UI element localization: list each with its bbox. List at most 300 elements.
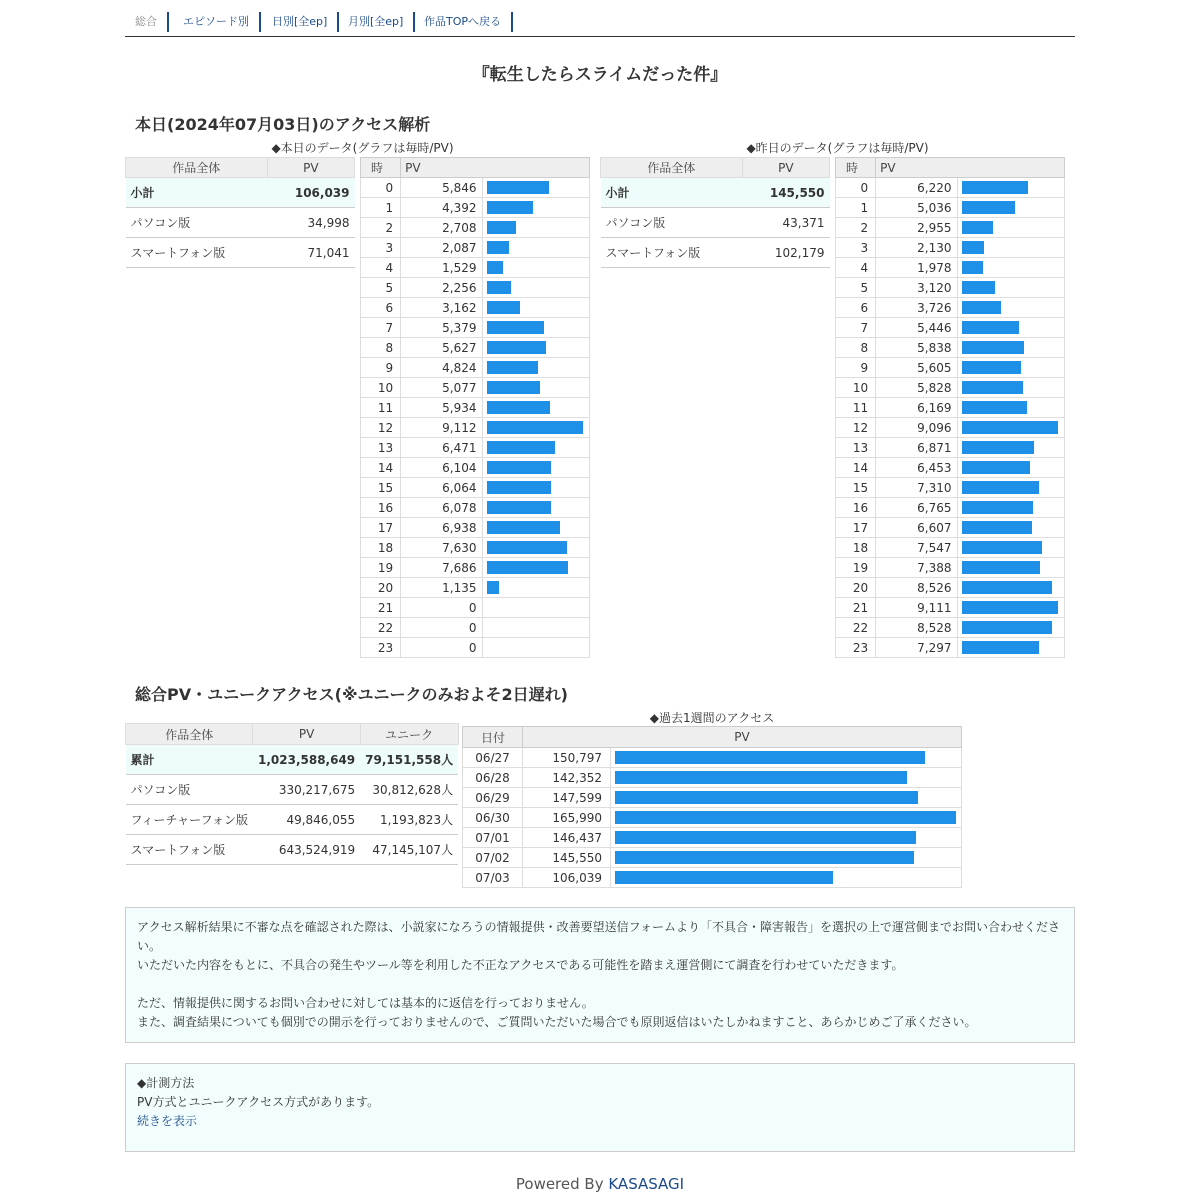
table-row: [836, 598, 1065, 618]
pv-cell: 6,104: [401, 458, 482, 478]
pv-bar: [962, 441, 1034, 454]
today-summary-table: [125, 157, 355, 268]
pv-bar: [962, 641, 1039, 654]
top-nav: [125, 10, 1075, 37]
table-row: [836, 278, 1065, 298]
bar-cell: [957, 338, 1064, 358]
pv-cell: 1,135: [401, 578, 482, 598]
nav-item-back-to-top[interactable]: 作品TOPへ戻る: [414, 12, 513, 32]
hour-cell: 20: [361, 578, 401, 598]
hour-cell: 2: [361, 218, 401, 238]
table-row: [836, 178, 1065, 198]
bar-cell: [957, 598, 1064, 618]
table-row: [836, 498, 1065, 518]
bar-cell: [957, 558, 1064, 578]
column-header: 作品全体: [601, 158, 743, 178]
date-cell: 07/01: [463, 828, 523, 848]
hour-cell: 15: [836, 478, 876, 498]
table-row: [361, 398, 590, 418]
pv-cell: 6,169: [876, 398, 957, 418]
yesterday-caption: ◆昨日のデータ(グラフは毎時/PV): [746, 141, 929, 155]
table-row: [361, 178, 590, 198]
row-pv: 330,217,675: [253, 775, 360, 805]
hour-cell: 1: [361, 198, 401, 218]
today-hourly-table: [360, 157, 590, 658]
pv-cell: 5,838: [876, 338, 957, 358]
column-header: PV: [267, 158, 354, 178]
table-row: [361, 518, 590, 538]
bar-cell: [482, 398, 589, 418]
row-label: パソコン版: [126, 775, 253, 805]
pv-bar: [962, 181, 1028, 194]
table-row: [836, 578, 1065, 598]
pv-cell: 2,955: [876, 218, 957, 238]
bar-cell: [957, 198, 1064, 218]
table-row: [361, 378, 590, 398]
table-row: [836, 518, 1065, 538]
pv-bar: [962, 421, 1058, 434]
table-row: [836, 238, 1065, 258]
bar-cell: [482, 458, 589, 478]
table-row: [836, 378, 1065, 398]
pv-bar: [487, 461, 551, 474]
pv-cell: 106,039: [523, 868, 611, 888]
table-row: [361, 238, 590, 258]
nav-item-episodes[interactable]: エピソード別: [173, 12, 261, 32]
pv-cell: 5,934: [401, 398, 482, 418]
row-label: パソコン版: [601, 208, 743, 238]
footer-prefix: Powered By: [515, 1175, 609, 1193]
row-label: フィーチャーフォン版: [126, 805, 253, 835]
row-label: スマートフォン版: [126, 238, 268, 268]
hour-cell: 9: [836, 358, 876, 378]
bar-cell: [957, 458, 1064, 478]
column-header: PV: [523, 727, 962, 748]
hour-cell: 19: [836, 558, 876, 578]
pv-cell: 8,526: [876, 578, 957, 598]
table-row: [463, 828, 962, 848]
bar-cell: [482, 418, 589, 438]
table-row: [836, 318, 1065, 338]
pv-bar: [962, 361, 1021, 374]
today-caption: ◆本日のデータ(グラフは毎時/PV): [271, 141, 454, 155]
bar-cell: [957, 398, 1064, 418]
total-section-title: 総合PV・ユニークアクセス(※ユニークのみおよそ2日遅れ): [135, 685, 568, 704]
column-header: 作品全体: [126, 724, 253, 745]
table-row: [463, 808, 962, 828]
pv-bar: [487, 521, 560, 534]
pv-cell: 9,111: [876, 598, 957, 618]
pv-bar: [487, 541, 567, 554]
pv-cell: 5,627: [401, 338, 482, 358]
bar-cell: [957, 438, 1064, 458]
bar-cell: [957, 518, 1064, 538]
bar-cell: [611, 868, 962, 888]
bar-cell: [482, 618, 589, 638]
hour-cell: 22: [836, 618, 876, 638]
bar-cell: [482, 358, 589, 378]
bar-cell: [482, 558, 589, 578]
date-cell: 06/27: [463, 748, 523, 768]
date-cell: 06/29: [463, 788, 523, 808]
column-header: 時: [836, 158, 876, 178]
pv-cell: 7,388: [876, 558, 957, 578]
row-pv: 49,846,055: [253, 805, 360, 835]
pv-bar: [962, 501, 1033, 514]
hour-cell: 20: [836, 578, 876, 598]
table-row: [361, 498, 590, 518]
pv-cell: 2,130: [876, 238, 957, 258]
pv-cell: 9,096: [876, 418, 957, 438]
bar-cell: [482, 178, 589, 198]
pv-bar: [487, 221, 516, 234]
pv-bar: [487, 241, 509, 254]
pv-cell: 2,256: [401, 278, 482, 298]
hour-cell: 17: [361, 518, 401, 538]
table-row: [836, 198, 1065, 218]
pv-bar: [962, 581, 1052, 594]
pv-cell: 0: [401, 598, 482, 618]
pv-cell: 9,112: [401, 418, 482, 438]
pv-bar: [487, 421, 583, 434]
bar-cell: [957, 178, 1064, 198]
pv-bar: [615, 831, 916, 844]
pv-bar: [962, 261, 983, 274]
notice-paragraph: アクセス解析結果に不審な点を確認された際は、小説家になろうの情報提供・改善要望送信フォームより「不具合・障害報告」を選択の上で運営側までお問い合わせください。 いただいた内容をもとに、不具合の発生やツール等を利用した不正なアクセスである可能性を踏まえ運営側にて調査を行わせていただきます。: [137, 920, 1061, 972]
row-label: スマートフォン版: [126, 835, 253, 865]
row-label: 累計: [126, 745, 253, 775]
date-cell: 07/03: [463, 868, 523, 888]
hour-cell: 21: [836, 598, 876, 618]
hour-cell: 13: [836, 438, 876, 458]
pv-cell: 4,392: [401, 198, 482, 218]
pv-bar: [962, 341, 1024, 354]
pv-cell: 5,828: [876, 378, 957, 398]
table-row: [126, 775, 459, 805]
bar-cell: [482, 538, 589, 558]
pv-bar: [962, 521, 1032, 534]
pv-cell: 0: [401, 618, 482, 638]
bar-cell: [611, 828, 962, 848]
total-table: [125, 723, 459, 865]
pv-cell: 8,528: [876, 618, 957, 638]
method-title: ◆計測方法: [137, 1076, 195, 1090]
yesterday-summary-table: [600, 157, 830, 268]
pv-bar: [615, 871, 833, 884]
hour-cell: 12: [361, 418, 401, 438]
column-header: PV: [876, 158, 1065, 178]
pv-bar: [615, 791, 918, 804]
row-value: 145,550: [742, 178, 829, 208]
pv-bar: [487, 381, 540, 394]
pv-cell: 6,938: [401, 518, 482, 538]
table-row: [361, 558, 590, 578]
table-row: [463, 848, 962, 868]
table-row: [836, 398, 1065, 418]
hour-cell: 19: [361, 558, 401, 578]
table-row: [601, 238, 830, 268]
column-header: PV: [401, 158, 590, 178]
table-row: [126, 835, 459, 865]
pv-bar: [962, 481, 1039, 494]
week-caption: ◆過去1週間のアクセス: [649, 711, 775, 725]
pv-cell: 146,437: [523, 828, 611, 848]
table-row: [126, 178, 355, 208]
bar-cell: [482, 438, 589, 458]
pv-cell: 3,120: [876, 278, 957, 298]
table-row: [836, 218, 1065, 238]
yesterday-hourly-table: [835, 157, 1065, 658]
pv-bar: [962, 461, 1030, 474]
pv-cell: 165,990: [523, 808, 611, 828]
bar-cell: [957, 638, 1064, 658]
table-row: [361, 538, 590, 558]
hour-cell: 11: [361, 398, 401, 418]
bar-cell: [611, 748, 962, 768]
pv-cell: 142,352: [523, 768, 611, 788]
pv-cell: 7,310: [876, 478, 957, 498]
pv-cell: 5,605: [876, 358, 957, 378]
table-row: [361, 258, 590, 278]
pv-bar: [487, 481, 551, 494]
hour-cell: 8: [361, 338, 401, 358]
bar-cell: [957, 358, 1064, 378]
bar-cell: [611, 848, 962, 868]
hour-cell: 2: [836, 218, 876, 238]
pv-cell: 5,077: [401, 378, 482, 398]
pv-cell: 6,607: [876, 518, 957, 538]
row-unique: 30,812,628人: [360, 775, 458, 805]
bar-cell: [482, 218, 589, 238]
pv-bar: [487, 321, 544, 334]
pv-bar: [615, 751, 925, 764]
hour-cell: 14: [361, 458, 401, 478]
date-cell: 06/28: [463, 768, 523, 788]
table-row: [836, 298, 1065, 318]
pv-bar: [962, 621, 1052, 634]
table-row: [836, 458, 1065, 478]
bar-cell: [957, 418, 1064, 438]
bar-cell: [957, 498, 1064, 518]
table-row: [126, 208, 355, 238]
footer: [0, 1175, 1200, 1193]
table-row: [361, 218, 590, 238]
table-row: [361, 198, 590, 218]
row-unique: 1,193,823人: [360, 805, 458, 835]
pv-bar: [962, 561, 1040, 574]
show-more-link[interactable]: 続きを表示: [137, 1114, 198, 1128]
column-header: ユニーク: [360, 724, 458, 745]
bar-cell: [482, 598, 589, 618]
hour-cell: 11: [836, 398, 876, 418]
pv-cell: 5,036: [876, 198, 957, 218]
pv-cell: 7,686: [401, 558, 482, 578]
table-row: [836, 338, 1065, 358]
pv-cell: 5,379: [401, 318, 482, 338]
pv-cell: 7,297: [876, 638, 957, 658]
pv-bar: [962, 201, 1015, 214]
bar-cell: [482, 498, 589, 518]
method-box: [125, 1063, 1075, 1152]
nav-item-daily[interactable]: 日別[全ep]: [262, 12, 339, 32]
pv-cell: 7,630: [401, 538, 482, 558]
pv-cell: 6,220: [876, 178, 957, 198]
bar-cell: [482, 578, 589, 598]
row-label: パソコン版: [126, 208, 268, 238]
pv-cell: 3,162: [401, 298, 482, 318]
method-text: PV方式とユニークアクセス方式があります。: [137, 1095, 380, 1109]
pv-bar: [487, 401, 550, 414]
pv-bar: [962, 601, 1058, 614]
hour-cell: 4: [836, 258, 876, 278]
hour-cell: 18: [836, 538, 876, 558]
hour-cell: 3: [361, 238, 401, 258]
table-row: [361, 458, 590, 478]
table-row: [836, 258, 1065, 278]
pv-bar: [962, 281, 995, 294]
nav-item-overall[interactable]: 総合: [125, 12, 169, 32]
table-row: [361, 438, 590, 458]
hour-cell: 23: [361, 638, 401, 658]
row-value: 102,179: [742, 238, 829, 268]
hour-cell: 0: [836, 178, 876, 198]
hour-cell: 13: [361, 438, 401, 458]
hour-cell: 5: [361, 278, 401, 298]
table-row: [836, 418, 1065, 438]
pv-bar: [962, 381, 1023, 394]
pv-bar: [962, 541, 1042, 554]
pv-bar: [487, 581, 499, 594]
table-row: [836, 558, 1065, 578]
pv-cell: 5,846: [401, 178, 482, 198]
pv-bar: [487, 441, 555, 454]
hour-cell: 23: [836, 638, 876, 658]
table-row: [361, 298, 590, 318]
pv-bar: [615, 771, 907, 784]
table-row: [836, 438, 1065, 458]
hour-cell: 17: [836, 518, 876, 538]
pv-cell: 0: [401, 638, 482, 658]
pv-cell: 147,599: [523, 788, 611, 808]
table-row: [601, 178, 830, 208]
row-value: 71,041: [267, 238, 354, 268]
kasasagi-link[interactable]: KASASAGI: [608, 1175, 685, 1193]
row-label: 小計: [601, 178, 743, 208]
bar-cell: [957, 318, 1064, 338]
notice-paragraph: ただ、情報提供に関するお問い合わせに対しては基本的に返信を行っておりません。 また、調査結果についても個別での開示を行っておりませんので、ご質問いただいた場合でも原則返信はいたしかねますこと、あらかじめご了承ください。: [137, 996, 977, 1029]
date-cell: 06/30: [463, 808, 523, 828]
bar-cell: [482, 278, 589, 298]
column-header: PV: [253, 724, 360, 745]
hour-cell: 4: [361, 258, 401, 278]
bar-cell: [957, 298, 1064, 318]
week-table: [462, 726, 962, 888]
table-row: [126, 238, 355, 268]
date-cell: 07/02: [463, 848, 523, 868]
pv-bar: [487, 281, 511, 294]
bar-cell: [957, 538, 1064, 558]
bar-cell: [482, 258, 589, 278]
bar-cell: [957, 238, 1064, 258]
pv-bar: [487, 361, 538, 374]
bar-cell: [957, 618, 1064, 638]
pv-bar: [487, 561, 568, 574]
table-row: [361, 318, 590, 338]
bar-cell: [482, 518, 589, 538]
table-row: [361, 358, 590, 378]
hour-cell: 10: [361, 378, 401, 398]
pv-cell: 6,078: [401, 498, 482, 518]
row-pv: 1,023,588,649: [253, 745, 360, 775]
hour-cell: 0: [361, 178, 401, 198]
hour-cell: 16: [836, 498, 876, 518]
bar-cell: [957, 218, 1064, 238]
table-row: [361, 478, 590, 498]
hour-cell: 16: [361, 498, 401, 518]
bar-cell: [482, 198, 589, 218]
pv-cell: 6,871: [876, 438, 957, 458]
column-header: 時: [361, 158, 401, 178]
bar-cell: [482, 478, 589, 498]
pv-cell: 7,547: [876, 538, 957, 558]
bar-cell: [611, 768, 962, 788]
hour-cell: 15: [361, 478, 401, 498]
pv-bar: [962, 241, 984, 254]
pv-cell: 6,453: [876, 458, 957, 478]
bar-cell: [482, 378, 589, 398]
table-row: [463, 768, 962, 788]
bar-cell: [482, 338, 589, 358]
table-row: [836, 478, 1065, 498]
table-row: [836, 638, 1065, 658]
table-row: [361, 618, 590, 638]
column-header: PV: [742, 158, 829, 178]
pv-bar: [487, 201, 533, 214]
row-unique: 47,145,107人: [360, 835, 458, 865]
table-row: [361, 418, 590, 438]
bar-cell: [957, 378, 1064, 398]
work-title: 『転生したらスライムだった件』: [472, 65, 728, 85]
table-row: [126, 745, 459, 775]
pv-bar: [487, 301, 520, 314]
pv-bar: [962, 221, 993, 234]
table-row: [361, 598, 590, 618]
pv-bar: [487, 501, 551, 514]
pv-cell: 145,550: [523, 848, 611, 868]
table-row: [361, 638, 590, 658]
bar-cell: [482, 638, 589, 658]
table-row: [463, 748, 962, 768]
bar-cell: [957, 478, 1064, 498]
pv-cell: 1,978: [876, 258, 957, 278]
today-section-title: 本日(2024年07月03日)のアクセス解析: [135, 115, 431, 134]
pv-cell: 5,446: [876, 318, 957, 338]
table-row: [361, 338, 590, 358]
nav-item-monthly[interactable]: 月別[全ep]: [338, 12, 415, 32]
row-unique: 79,151,558人: [360, 745, 458, 775]
hour-cell: 12: [836, 418, 876, 438]
hour-cell: 14: [836, 458, 876, 478]
bar-cell: [611, 788, 962, 808]
bar-cell: [482, 318, 589, 338]
bar-cell: [482, 238, 589, 258]
hour-cell: 1: [836, 198, 876, 218]
pv-cell: 2,087: [401, 238, 482, 258]
bar-cell: [611, 808, 962, 828]
table-row: [126, 805, 459, 835]
column-header: 日付: [463, 727, 523, 748]
pv-cell: 1,529: [401, 258, 482, 278]
